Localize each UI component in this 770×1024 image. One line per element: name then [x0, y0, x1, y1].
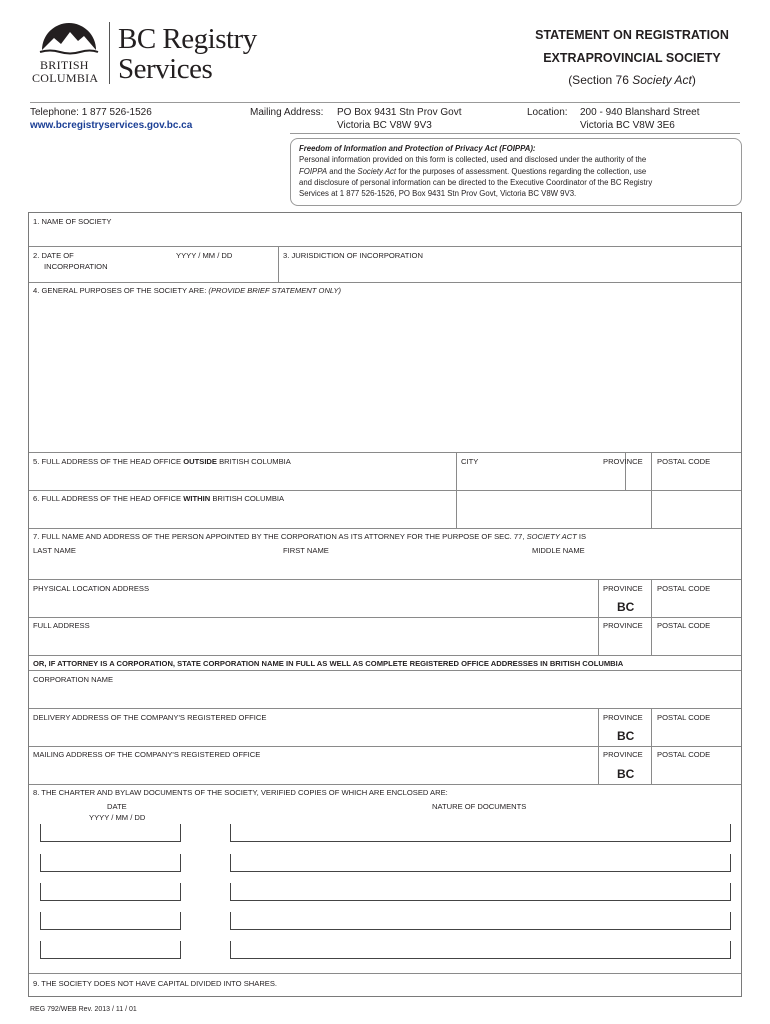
- name-of-society-field[interactable]: [29, 229, 741, 246]
- logo-province-line2: COLUMBIA: [32, 71, 99, 85]
- middle-name-label: MIDDLE NAME: [532, 546, 585, 555]
- date-column-format: YYYY / MM / DD: [89, 813, 146, 822]
- bc-logo: [30, 16, 260, 86]
- province-label: PROVINCE: [603, 750, 643, 759]
- attorney-label: 7. FULL NAME AND ADDRESS OF THE PERSON APPOINTED BY THE CORPORATION AS ITS ATTORNEY FOR THE PURPOSE OF SEC. 77, SOCIETY ACT IS: [33, 532, 587, 541]
- corporation-name-field[interactable]: [29, 686, 741, 708]
- general-purposes-field[interactable]: [29, 297, 741, 452]
- province-value-bc: BC: [617, 767, 635, 781]
- province-label: PROVINCE: [603, 584, 643, 593]
- logo-brand-line2: Services: [118, 53, 213, 85]
- date-of-incorporation-label-1: 2. DATE OF: [33, 251, 74, 260]
- province-value-bc: BC: [617, 600, 635, 614]
- nature-column-label: NATURE OF DOCUMENTS: [432, 802, 527, 811]
- delivery-address-label: DELIVERY ADDRESS OF THE COMPANY'S REGISTERED OFFICE: [33, 713, 267, 722]
- full-address-label: FULL ADDRESS: [33, 621, 90, 630]
- first-name-label: FIRST NAME: [283, 546, 329, 555]
- province-label: PROVINCE: [603, 457, 643, 466]
- document-nature-field[interactable]: [230, 912, 731, 930]
- document-nature-field[interactable]: [230, 941, 731, 959]
- location-line1: 200 - 940 Blanshard Street: [580, 107, 700, 118]
- name-of-society-label: 1. NAME OF SOCIETY: [33, 217, 112, 226]
- divider: [29, 579, 741, 580]
- attorney-name-field[interactable]: [29, 557, 741, 579]
- jurisdiction-field[interactable]: [279, 261, 741, 281]
- postal-code-label: POSTAL CODE: [657, 621, 711, 630]
- document-date-field[interactable]: [40, 941, 181, 959]
- document-date-field[interactable]: [40, 883, 181, 901]
- mailing-label: Mailing Address:: [250, 107, 324, 118]
- divider: [29, 282, 741, 283]
- head-office-outside-label: 5. FULL ADDRESS OF THE HEAD OFFICE OUTSIDE BRITISH COLUMBIA: [33, 457, 291, 466]
- full-address-field[interactable]: [29, 632, 597, 654]
- header-rule-top: [30, 102, 740, 103]
- divider: [29, 655, 741, 656]
- divider: [29, 973, 741, 974]
- jurisdiction-label: 3. JURISDICTION OF INCORPORATION: [283, 251, 423, 260]
- head-office-within-field[interactable]: [29, 505, 455, 527]
- document-date-field[interactable]: [40, 824, 181, 842]
- form-title-line2: EXTRAPROVINCIAL SOCIETY: [543, 51, 721, 65]
- head-office-outside-field[interactable]: [29, 468, 455, 490]
- physical-location-label: PHYSICAL LOCATION ADDRESS: [33, 584, 150, 593]
- divider: [29, 708, 741, 709]
- divider: [29, 617, 741, 618]
- province-value-bc: BC: [617, 729, 635, 743]
- divider: [29, 670, 741, 671]
- mailing-line2: Victoria BC V8W 9V3: [337, 120, 432, 131]
- document-nature-field[interactable]: [230, 883, 731, 901]
- no-capital-statement: 9. THE SOCIETY DOES NOT HAVE CAPITAL DIVIDED INTO SHARES.: [33, 979, 278, 988]
- postal-code-label: POSTAL CODE: [657, 584, 711, 593]
- location-line2: Victoria BC V8W 3E6: [580, 120, 675, 131]
- mailing-address-label: MAILING ADDRESS OF THE COMPANY'S REGISTERED OFFICE: [33, 750, 261, 759]
- general-purposes-label: 4. GENERAL PURPOSES OF THE SOCIETY ARE: (PROVIDE BRIEF STATEMENT ONLY): [33, 286, 342, 295]
- date-format-hint: YYYY / MM / DD: [176, 251, 233, 260]
- document-date-field[interactable]: [40, 912, 181, 930]
- document-nature-field[interactable]: [230, 824, 731, 842]
- postal-code-label: POSTAL CODE: [657, 457, 711, 466]
- province-label: PROVINCE: [603, 713, 643, 722]
- document-nature-field[interactable]: [230, 854, 731, 872]
- form-title-line1: STATEMENT ON REGISTRATION: [535, 28, 729, 42]
- divider: [29, 246, 741, 247]
- mailing-line1: PO Box 9431 Stn Prov Govt: [337, 107, 462, 118]
- registration-form: [28, 212, 742, 997]
- delivery-address-field[interactable]: [29, 724, 597, 746]
- form-code: REG 792/WEB Rev. 2013 / 11 / 01: [30, 1006, 137, 1013]
- foippa-line3: and disclosure of personal information can be directed to the Executive Coordinator of the BC Registry: [299, 177, 653, 187]
- physical-location-field[interactable]: [29, 595, 597, 617]
- foippa-line2: FOIPPA and the Society Act for the purposes of assessment. Questions regarding the collection, use: [299, 166, 647, 176]
- corporation-name-label: CORPORATION NAME: [33, 675, 114, 684]
- telephone: Telephone: 1 877 526-1526: [30, 107, 152, 118]
- foippa-line1: Personal information provided on this form is collected, used and disclosed under the authority of the: [299, 155, 647, 165]
- divider: [29, 490, 741, 491]
- form-subtitle: (Section 76 Society Act): [568, 73, 696, 87]
- location-label: Location:: [527, 107, 568, 118]
- logo-divider: [109, 22, 110, 84]
- corporation-heading: OR, IF ATTORNEY IS A CORPORATION, STATE CORPORATION NAME IN FULL AS WELL AS COMPLETE REGISTERED OFFICE ADDRESSES IN BRITISH COLUMBIA: [33, 659, 624, 668]
- date-of-incorporation-label-2: INCORPORATION: [44, 262, 108, 271]
- logo-province-line1: BRITISH: [40, 58, 89, 72]
- last-name-label: LAST NAME: [33, 546, 76, 555]
- bc-sun-mountains-icon: [38, 16, 100, 56]
- document-date-field[interactable]: [40, 854, 181, 872]
- head-office-within-label: 6. FULL ADDRESS OF THE HEAD OFFICE WITHIN BRITISH COLUMBIA: [33, 494, 285, 503]
- foippa-notice: [290, 138, 742, 206]
- foippa-title: Freedom of Information and Protection of Privacy Act (FOIPPA):: [299, 144, 536, 153]
- divider: [29, 746, 741, 747]
- city-label: CITY: [461, 457, 479, 466]
- divider: [29, 528, 741, 529]
- foippa-line4: Services at 1 877 526-1526, PO Box 9431 Stn Prov Govt, Victoria BC V8W 9V3.: [299, 189, 577, 199]
- postal-code-label: POSTAL CODE: [657, 750, 711, 759]
- mailing-address-field[interactable]: [29, 761, 597, 783]
- header-rule-bottom: [290, 133, 740, 134]
- province-label: PROVINCE: [603, 621, 643, 630]
- divider: [29, 784, 741, 785]
- date-of-incorporation-field[interactable]: [139, 261, 277, 281]
- postal-code-label: POSTAL CODE: [657, 713, 711, 722]
- logo-brand-line1: BC Registry: [118, 23, 257, 55]
- charter-documents-label: 8. THE CHARTER AND BYLAW DOCUMENTS OF THE SOCIETY, VERIFIED COPIES OF WHICH ARE ENCLOSED ARE:: [33, 788, 448, 797]
- date-column-label: DATE: [107, 802, 127, 811]
- website-link[interactable]: www.bcregistryservices.gov.bc.ca: [30, 120, 193, 131]
- divider: [29, 452, 741, 453]
